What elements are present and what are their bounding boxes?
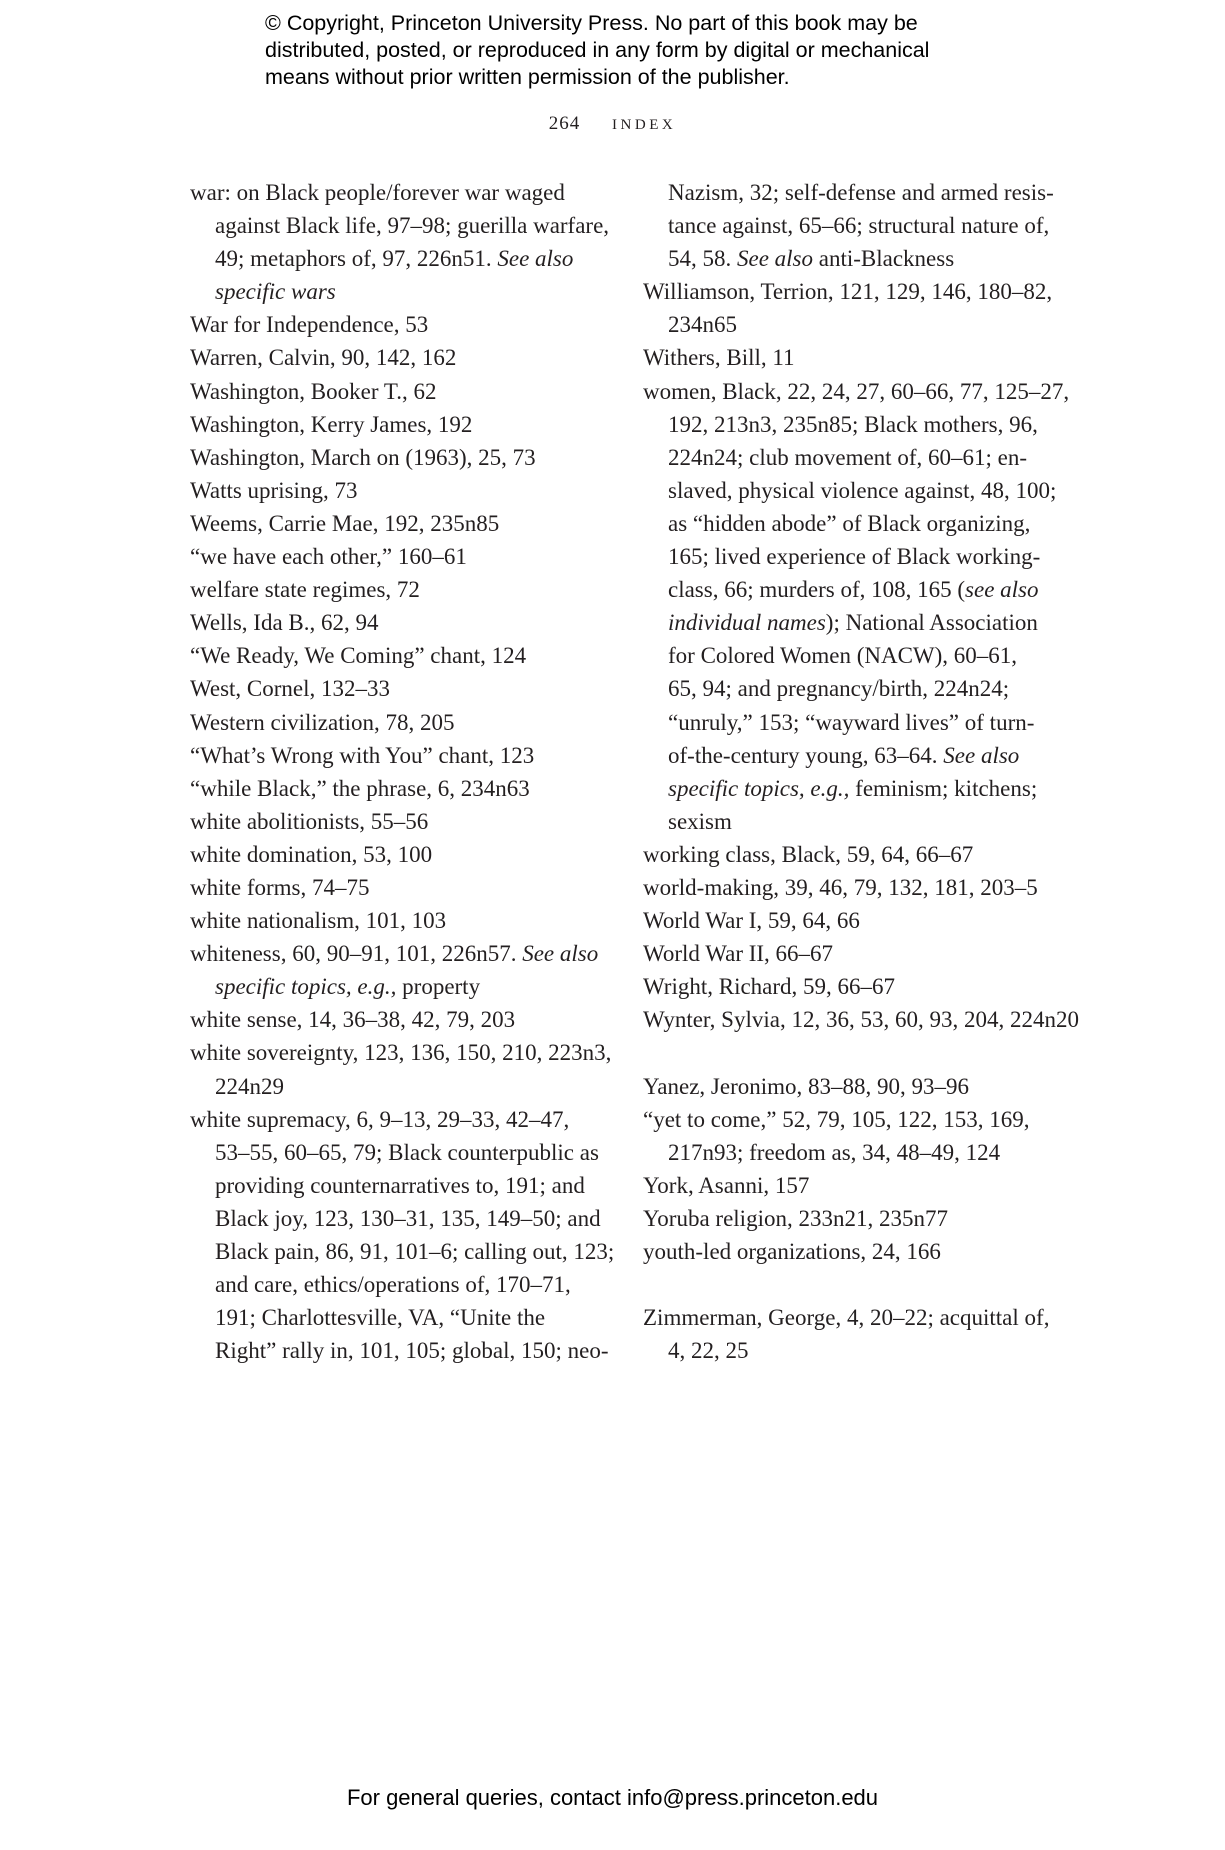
index-entry: Wright, Richard, 59, 66–67 xyxy=(643,974,896,1000)
index-entry-continuation: 53–55, 60–65, 79; Black counterpublic as xyxy=(215,1139,599,1165)
index-entry: Western civilization, 78, 205 xyxy=(190,709,455,735)
index-entry: Wells, Ida B., 62, 94 xyxy=(190,610,379,636)
index-entry: Zimmerman, George, 4, 20–22; acquittal of, xyxy=(643,1305,1050,1331)
index-entry-continuation: 49; metaphors of, 97, 226n51. See also xyxy=(215,246,574,272)
index-entry: whiteness, 60, 90–91, 101, 226n57. See also xyxy=(190,941,599,967)
index-entry-continuation: 224n24; club movement of, 60–61; en- xyxy=(668,444,1027,470)
index-entry: “while Black,” the phrase, 6, 234n63 xyxy=(190,775,530,801)
index-entry: Withers, Bill, 11 xyxy=(643,345,795,371)
index-entry-continuation: of-the-century young, 63–64. See also xyxy=(668,742,1020,768)
index-entry-continuation: Nazism, 32; self-defense and armed resis- xyxy=(668,180,1054,205)
index-entry-continuation: 224n29 xyxy=(215,1073,284,1099)
index-entry-continuation: class, 66; murders of, 108, 165 (see also xyxy=(668,577,1039,603)
index-entry: working class, Black, 59, 64, 66–67 xyxy=(643,841,974,867)
index-entry-continuation: Black pain, 86, 91, 101–6; calling out, 123; xyxy=(215,1239,615,1264)
index-entry: welfare state regimes, 72 xyxy=(190,577,420,603)
running-title: INDEX xyxy=(612,117,677,133)
index-entry: Washington, March on (1963), 25, 73 xyxy=(190,444,536,470)
index-entry: Yoruba religion, 233n21, 235n77 xyxy=(643,1205,948,1231)
index-entry: white sovereignty, 123, 136, 150, 210, 223n3, xyxy=(190,1040,612,1066)
index-entry: “yet to come,” 52, 79, 105, 122, 153, 169, xyxy=(643,1106,1030,1132)
copyright-notice xyxy=(265,10,985,91)
section-gap xyxy=(643,1036,1073,1069)
page-number: 264 xyxy=(548,113,581,134)
section-gap xyxy=(643,1268,1073,1301)
index-entry-continuation: and care, ethics/operations of, 170–71, xyxy=(215,1272,571,1298)
index-entry: youth-led organizations, 24, 166 xyxy=(643,1239,941,1264)
index-entry: West, Cornel, 132–33 xyxy=(190,676,391,702)
index-entry-continuation: as “hidden abode” of Black organizing, xyxy=(668,510,1031,536)
index-entry-continuation: sexism xyxy=(668,808,732,834)
index-entry-continuation: tance against, 65–66; structural nature of, xyxy=(668,213,1050,239)
index-entry: white domination, 53, 100 xyxy=(190,841,433,867)
index-entry: Williamson, Terrion, 121, 129, 146, 180–82, xyxy=(643,279,1053,305)
index-entry: World War I, 59, 64, 66 xyxy=(643,908,860,934)
index-entry: Washington, Booker T., 62 xyxy=(190,378,437,404)
index-column-right xyxy=(643,176,1079,1367)
index-entry-continuation: 234n65 xyxy=(668,312,737,338)
footer-contact: For general queries, contact info@press.princeton.edu xyxy=(346,1785,879,1810)
index-entry: York, Asanni, 157 xyxy=(643,1172,810,1198)
index-entry-continuation: specific topics, e.g., feminism; kitchens; xyxy=(668,775,1038,801)
index-entry-continuation: 192, 213n3, 235n85; Black mothers, 96, xyxy=(668,411,1038,437)
index-entry-continuation: 217n93; freedom as, 34, 48–49, 124 xyxy=(668,1139,1001,1165)
index-entry-continuation: specific topics, e.g., property xyxy=(215,974,481,1000)
index-entry-continuation: specific wars xyxy=(215,279,336,305)
index-entry: Yanez, Jeronimo, 83–88, 90, 93–96 xyxy=(643,1073,970,1099)
index-entry: War for Independence, 53 xyxy=(190,312,429,338)
index-entry: Wynter, Sylvia, 12, 36, 53, 60, 93, 204, 224n20 xyxy=(643,1007,1079,1033)
copyright-line: distributed, posted, or reproduced in any form by digital or mechanical xyxy=(265,38,930,62)
index-entry-continuation: against Black life, 97–98; guerilla warfare, xyxy=(215,213,610,239)
index-entry-continuation: 65, 94; and pregnancy/birth, 224n24; xyxy=(668,676,1010,702)
index-entry-continuation: providing counternarratives to, 191; and xyxy=(215,1172,585,1198)
index-entry: Watts uprising, 73 xyxy=(190,477,358,503)
index-entry: Weems, Carrie Mae, 192, 235n85 xyxy=(190,510,500,536)
index-entry-continuation: slaved, physical violence against, 48, 100; xyxy=(668,477,1057,503)
index-entry: Warren, Calvin, 90, 142, 162 xyxy=(190,345,457,371)
index-entry: white supremacy, 6, 9–13, 29–33, 42–47, xyxy=(190,1106,570,1132)
index-entry: “We Ready, We Coming” chant, 124 xyxy=(190,643,527,669)
index-entry: “we have each other,” 160–61 xyxy=(190,544,467,570)
index-entry: “What’s Wrong with You” chant, 123 xyxy=(190,742,535,768)
index-entry: white abolitionists, 55–56 xyxy=(190,808,429,834)
index-entry: white nationalism, 101, 103 xyxy=(190,908,447,934)
index-entry: war: on Black people/forever war waged xyxy=(190,180,565,205)
index-entry: World War II, 66–67 xyxy=(643,941,834,967)
index-entry: white forms, 74–75 xyxy=(190,874,370,900)
running-head xyxy=(0,113,1225,135)
copyright-line: © Copyright, Princeton University Press. No part of this book may be xyxy=(265,11,918,35)
index-entry: women, Black, 22, 24, 27, 60–66, 77, 125–27, xyxy=(643,378,1070,404)
index-entry-continuation: Right” rally in, 101, 105; global, 150; neo- xyxy=(215,1338,609,1364)
index-entry-continuation: 54, 58. See also anti-Blackness xyxy=(668,246,955,272)
index-column-left xyxy=(190,176,615,1367)
index-entry-continuation: individual names); National Association xyxy=(668,610,1038,636)
copyright-line: means without prior written permission of the publisher. xyxy=(265,65,790,89)
index-entry: white sense, 14, 36–38, 42, 79, 203 xyxy=(190,1007,516,1033)
index-entry-continuation: Black joy, 123, 130–31, 135, 149–50; and xyxy=(215,1205,601,1231)
index-entry: Washington, Kerry James, 192 xyxy=(190,411,473,437)
index-entry-continuation: for Colored Women (NACW), 60–61, xyxy=(668,643,1018,669)
index-entry-continuation: 165; lived experience of Black working- xyxy=(668,544,1041,570)
index-entry-continuation: 191; Charlottesville, VA, “Unite the xyxy=(215,1305,546,1331)
index-entry: world-making, 39, 46, 79, 132, 181, 203–5 xyxy=(643,874,1038,900)
index-entry-continuation: “unruly,” 153; “wayward lives” of turn- xyxy=(668,709,1035,735)
index-entry-continuation: 4, 22, 25 xyxy=(668,1338,749,1364)
